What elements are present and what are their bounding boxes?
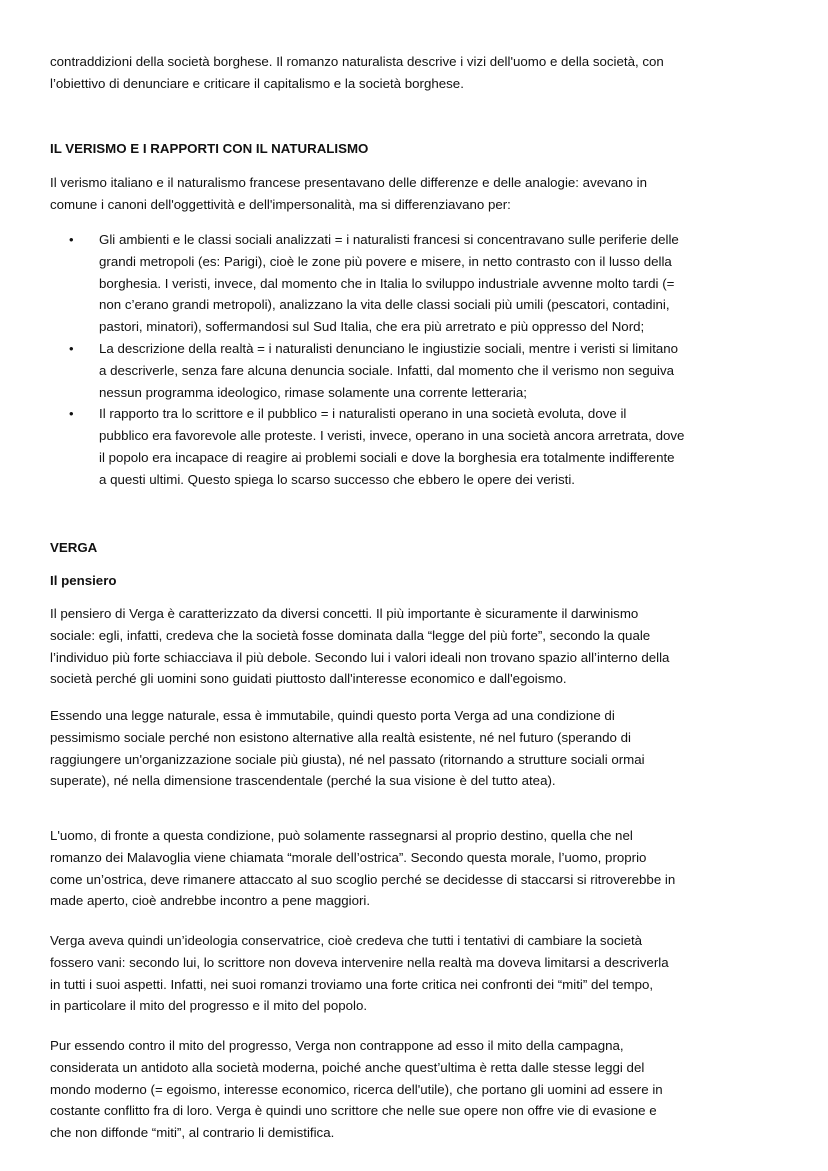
text-line: contraddizioni della società borghese. Il romanzo naturalista descrive i vizi dell'uomo e della società, con (50, 54, 664, 69)
text-line: l’individuo più forte schiacciava il più debole. Secondo lui i valori ideali non trovano spazio all’interno della (50, 649, 670, 665)
bullet-icon: • (69, 406, 74, 422)
text-line: il popolo era incapace di reagire ai problemi sociali e dove la borghesia era totalmente indifferente (99, 449, 675, 465)
text-line: La descrizione della realtà = i naturalisti denunciano le ingiustizie sociali, mentre i veristi si limitano (99, 340, 679, 356)
list-item (50, 229, 790, 338)
bullet-icon: • (69, 232, 74, 247)
section-heading-verga: VERGA (50, 540, 98, 555)
text-line: a descriverle, senza fare alcuna denuncia sociale. Infatti, dal momento che il verismo non seguiva (99, 362, 675, 378)
text-line: come un’ostrica, deve rimanere attaccato al suo scoglio perché se decidesse di staccarsi si ritroverebbe in (50, 871, 676, 887)
text-line: nessun programma ideologico, rimase solamente una corrente letteraria; (99, 384, 527, 400)
text-line: Essendo una legge naturale, essa è immutabile, quindi questo porta Verga ad una condizione di (50, 708, 615, 723)
text-line: pessimismo sociale perché non esistono alternative alla realtà esistente, né nel futuro (sperando di (50, 729, 631, 745)
text-line: non c’erano grandi metropoli), analizzano la vita delle classi sociali più umili (pescatori, contadini, (99, 297, 670, 313)
text-line: Il verismo italiano e il naturalismo francese presentavano delle differenze e delle analogie: avevano in (50, 175, 647, 190)
text-line: a questi ultimi. Questo spiega lo scarso successo che ebbero le opere dei veristi. (99, 471, 575, 487)
list-item (50, 338, 790, 403)
text-line: raggiungere un'organizzazione sociale più giusta), né nel passato (ritornando a strutture sociali ormai (50, 751, 645, 767)
text-line: considerata un antidoto alla società moderna, poiché anche quest’ultima è retta dalle stesse leggi del (50, 1059, 645, 1075)
text-line: sociale: egli, infatti, credeva che la società fosse dominata dalla “legge del più forte”, secondo la quale (50, 627, 651, 643)
intro-paragraph (50, 51, 790, 95)
subheading-pensiero: Il pensiero (50, 573, 117, 588)
text-line: in particolare il mito del progresso e il mito del popolo. (50, 998, 368, 1014)
list-item (50, 403, 790, 490)
text-line: Pur essendo contro il mito del progresso, Verga non contrappone ad esso il mito della campagna, (50, 1038, 624, 1053)
section-heading-verismo: IL VERISMO E I RAPPORTI CON IL NATURALISMO (50, 141, 369, 156)
paragraph (50, 930, 790, 1017)
text-line: Il pensiero di Verga è caratterizzato da diversi concetti. Il più importante è sicuramente il darwinismo (50, 606, 639, 621)
text-line: pubblico era favorevole alle proteste. I veristi, invece, operano in una società ancora arretrata, dove (99, 428, 685, 444)
text-line: Verga aveva quindi un’ideologia conservatrice, cioè credeva che tutti i tentativi di cambiare la società (50, 933, 643, 948)
paragraph (50, 603, 790, 690)
text-line: l’obiettivo di denunciare e criticare il capitalismo e la società borghese. (50, 75, 464, 91)
paragraph (50, 825, 790, 912)
text-line: romanzo dei Malavoglia viene chiamata “morale dell’ostrica”. Secondo questa morale, l’uomo, proprio (50, 849, 647, 865)
text-line: L'uomo, di fronte a questa condizione, può solamente rassegnarsi al proprio destino, quella che nel (50, 828, 633, 843)
text-line: Gli ambienti e le classi sociali analizzati = i naturalisti francesi si concentravano sulle periferie delle (99, 232, 679, 247)
paragraph (50, 705, 790, 792)
text-line: fossero vani: secondo lui, lo scrittore non doveva intervenire nella realtà ma doveva limitarsi a descriverla (50, 954, 669, 970)
bullet-icon: • (69, 340, 74, 356)
text-line: che non diffonde “miti”, al contrario li demistifica. (50, 1125, 335, 1141)
differences-list (50, 229, 790, 491)
text-line: pastori, minatori), soffermandosi sul Sud Italia, che era più arretrato e più oppresso del Nord; (99, 319, 645, 335)
text-line: società perché gli uomini sono guidati piuttosto dall'interesse economico e dall'egoismo. (50, 671, 567, 687)
text-line: made aperto, cioè andrebbe incontro a pene maggiori. (50, 893, 371, 909)
text-line: mondo moderno (= egoismo, interesse economico, ricerca dell'utile), che portano gli uomini ad essere in (50, 1081, 663, 1097)
text-line: in tutti i suoi aspetti. Infatti, nei suoi romanzi troviamo una forte critica nei confronti dei “miti” del tempo, (50, 976, 654, 992)
text-line: comune i canoni dell'oggettività e dell'impersonalità, ma si differenziavano per: (50, 196, 511, 212)
text-line: Il rapporto tra lo scrittore e il pubblico = i naturalisti operano in una società evoluta, dove il (99, 406, 627, 422)
text-line: grandi metropoli (es: Parigi), cioè le zone più povere e misere, in netto contrasto con il lusso della (99, 253, 672, 269)
verismo-intro-paragraph (50, 172, 790, 216)
paragraph (50, 1035, 790, 1144)
text-line: borghesia. I veristi, invece, dal momento che in Italia lo sviluppo industriale avvenne molto tardi (= (99, 275, 675, 291)
text-line: superate), né nella dimensione trascendentale (perché la sua visione è del tutto atea). (50, 773, 556, 789)
text-line: costante conflitto fra di loro. Verga è quindi uno scrittore che nelle sue opere non offre vie di evasione e (50, 1103, 657, 1119)
